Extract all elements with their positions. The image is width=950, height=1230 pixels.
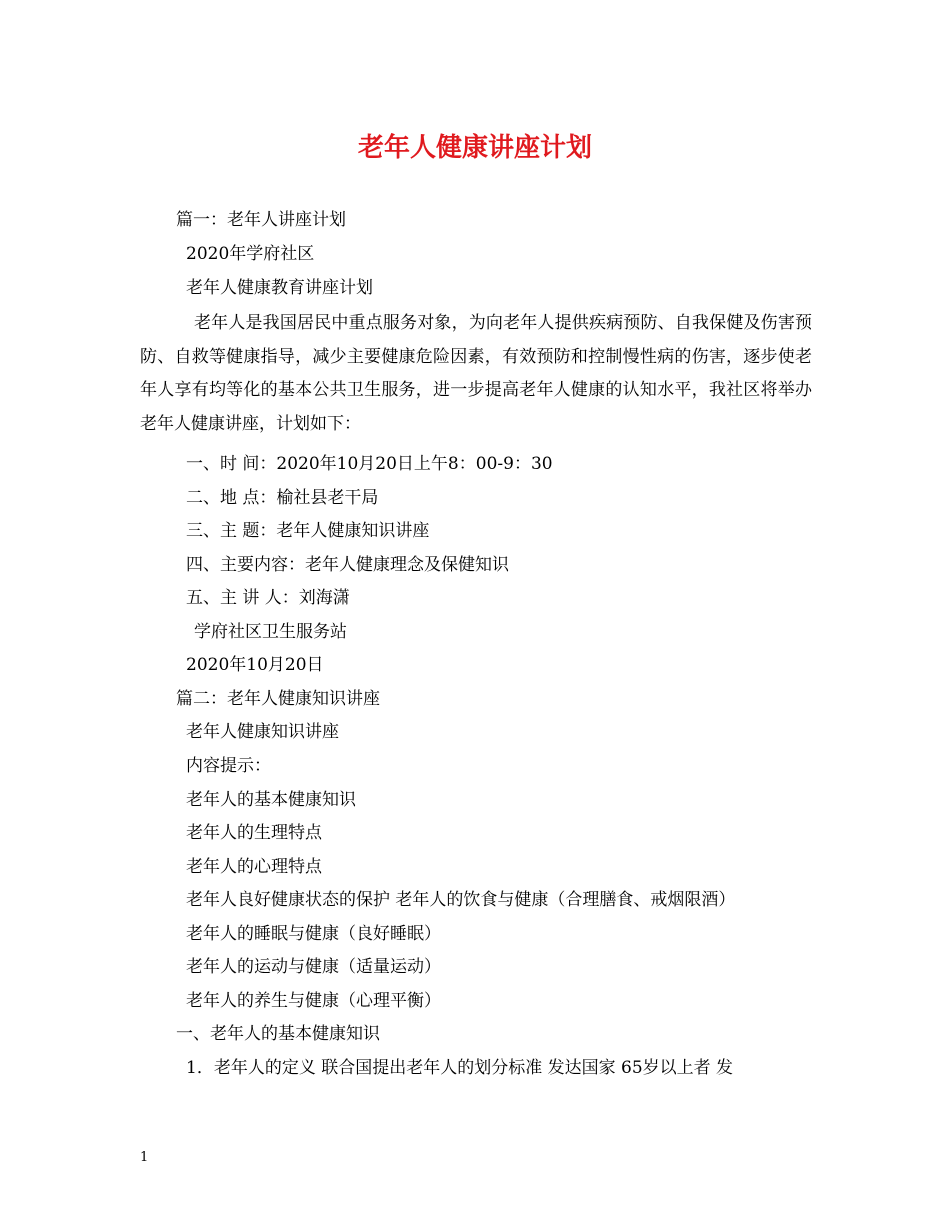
section-one-heading: 一、老年人的基本健康知识 <box>176 1024 380 1044</box>
content-hint-item: 老年人良好健康状态的保护 老年人的饮食与健康（合理膳食、戒烟限酒） <box>186 890 736 910</box>
plan-item-time: 一、时 间：2020年10月20日上午8：00-9：30 <box>186 454 553 474</box>
document-title: 老年人健康讲座计划 <box>357 133 592 163</box>
signature-line: 学府社区卫生服务站 <box>194 622 347 642</box>
date-line: 2020年10月20日 <box>186 655 324 675</box>
plan-item-content: 四、主要内容：老年人健康理念及保健知识 <box>186 555 509 575</box>
content-hint-item: 老年人的睡眠与健康（良好睡眠） <box>186 924 441 944</box>
content-hint-item: 老年人的养生与健康（心理平衡） <box>186 991 441 1011</box>
year-community-line: 2020年学府社区 <box>186 244 315 264</box>
part-one-heading: 篇一：老年人讲座计划 <box>176 210 346 230</box>
intro-paragraph: 老年人是我国居民中重点服务对象，为向老年人提供疾病预防、自我保健及伤害预防、自救等健康指导，减少主要健康危险因素，有效预防和控制慢性病的伤害，逐步使老年人享有均等化的基本公共卫生服务，进一步提高老年人健康的认知水平，我社区将举办老年人健康讲座，计划如下： <box>140 313 812 434</box>
content-hint-item: 老年人的基本健康知识 <box>186 790 356 810</box>
plan-subtitle: 老年人健康教育讲座计划 <box>186 278 373 298</box>
content-hint-item: 老年人的心理特点 <box>186 857 322 877</box>
content-hint-item: 老年人的生理特点 <box>186 823 322 843</box>
plan-item-speaker: 五、主 讲 人：刘海潇 <box>186 588 350 608</box>
section-one-item: 1．老年人的定义 联合国提出老年人的划分标准 发达国家 65岁以上者 发 <box>186 1058 734 1078</box>
content-hint-item: 老年人的运动与健康（适量运动） <box>186 957 441 977</box>
content-hint-label: 内容提示： <box>186 756 271 776</box>
plan-item-location: 二、地 点：榆社县老干局 <box>186 488 379 508</box>
page-number: 1 <box>140 1150 149 1165</box>
plan-item-topic: 三、主 题：老年人健康知识讲座 <box>186 521 430 541</box>
lecture-title: 老年人健康知识讲座 <box>186 722 339 742</box>
part-two-heading: 篇二：老年人健康知识讲座 <box>176 689 380 709</box>
